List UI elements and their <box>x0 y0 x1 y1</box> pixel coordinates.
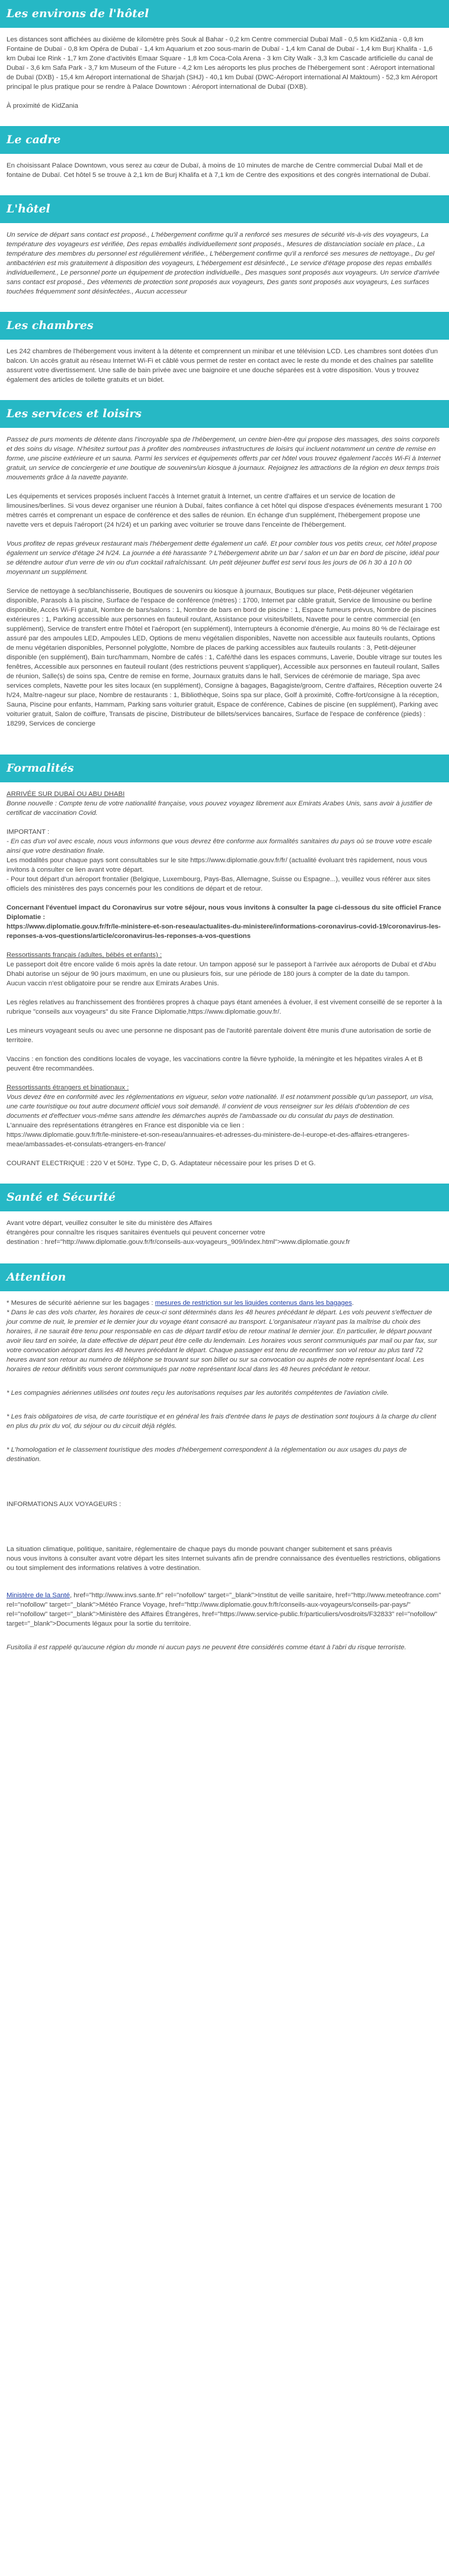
attention-homologation: * L'homologation et le classement touristique des modes d'hébergement correspondent à la réglementation ou aux usages du pays de destination. <box>7 1446 407 1463</box>
liquides-restriction-link[interactable]: mesures de restriction sur les liquides contenus dans les bagages <box>155 1300 352 1307</box>
hotel-title: L'hôtel <box>0 195 449 223</box>
formalites-passeport: Le passeport doit être encore valide 6 mois après la date retour. Un tampon apposé sur le passeport à l'arrivée aux aéroports de Dubaï et d'Abu Dhabi autorise un séjour de 90 jours maximum, en une ou plusieurs fois, sur une période de 180 jours à compter de la date du tampon. <box>7 961 436 978</box>
formalites-covid-url[interactable]: https://www.diplomatie.gouv.fr/fr/le-ministere-et-son-reseau/actualites-du-ministere/informations-coronavirus-covid-19/coronavirus-les-reponses-a-vos-questions/article/coronavirus-les-reponses-a-vos-questions <box>7 923 441 940</box>
cadre-text: En choisissant Palace Downtown, vous serez au cœur de Dubaï, à moins de 10 minutes de marche de Centre commercial Dubaï Mall et de fontaine de Dubaï. Cet hôtel 5 se trouve à 2,1 km de Burj Khalifa et à 7,1 km de Centre des expositions et des congrès international de Dubaï. <box>7 162 431 179</box>
attention-title: Attention <box>0 1263 449 1291</box>
environs-nearby: À proximité de KidZania <box>7 102 78 109</box>
environs-section <box>0 28 449 119</box>
formalites-courant: COURANT ELECTRIQUE : 220 V et 50Hz. Type C, D, G. Adaptateur nécessaire pour les prises D et G. <box>7 1160 316 1167</box>
formalites-etrangers-heading: Ressortissants étrangers et binationaux : <box>7 1084 129 1091</box>
sante-line-2: étrangères pour connaître les risques sanitaires éventuels qui peuvent concerner votre <box>7 1229 265 1236</box>
attention-terroriste: Fusitolia il est rappelé qu'aucune région du monde ni aucun pays ne peuvent être considérés comme étant à l'abri du risque terroriste. <box>7 1644 406 1651</box>
attention-situation: La situation climatique, politique, sanitaire, réglementaire de chaque pays du monde pouvant changer subitement et sans préavis <box>7 1546 392 1553</box>
formalites-regles: Les règles relatives au franchissement des frontières propres à chaque pays étant amenées à évoluer, il est vivement conseillé de se reporter à la rubrique "conseils aux voyageurs" du site France Diplomatie,https://www.diplomatie.gouv.fr/. <box>7 999 442 1015</box>
loisirs-section <box>0 428 449 737</box>
formalites-escale: - En cas d'un vol avec escale, nous vous informons que vous devrez être conforme aux formalités sanitaires du pays où se trouve votre escale ainsi que votre destination finale. <box>7 838 432 855</box>
formalites-bonne-nouvelle: Bonne nouvelle : Compte tenu de votre nationalité française, vous pouvez voyagez librement aux Emirats Arabes Unis, sans avoir à justifier de certificat de vaccination Covid. <box>7 800 432 817</box>
formalites-annuaire: L'annuaire des représentations étrangères en France est disponible via ce lien : <box>7 1122 245 1129</box>
loisirs-p1: Passez de purs moments de détente dans l'incroyable spa de l'hébergement, un centre bien-être qui propose des massages, des soins corporels et des soins du visage. N'hésitez surtout pas à profiter des nombreuses infrastructures de loisirs qui incluent notamment un centre de remise en forme, une piscine extérieure et un sauna. Parmi les services et équipements offerts par cet hôtel vous trouvez également l'accès Wi-Fi à Internet gratuit, un service de conciergerie et une boutique de souvenirs/un kiosque à journaux. Rejoignez les attractions de la région en deux temps trois mouvements grâce à la navette payante. <box>7 436 441 481</box>
chambres-title: Les chambres <box>0 312 449 340</box>
attention-compagnies: * Les compagnies aériennes utilisées ont toutes reçu les autorisations requises par les autorités compétentes de l'aviation civile. <box>7 1389 389 1397</box>
formalites-frontalier: - Pour tout départ d'un aéroport frontalier (Belgique, Luxembourg, Pays-Bas, Allemagne, Suisse ou Espagne...), veuillez vous référer aux sites officiels des ministères des pays concernés pour les conditions de départ et de retour. <box>7 876 431 892</box>
attention-vols-charter: * Dans le cas des vols charter, les horaires de ceux-ci sont déterminés dans les 48 heures précédant le départ. Les vols peuvent s'effectuer de jour comme de nuit, le premier et le dernier jour du voyage étant consacré au transport. L'organisateur n'ayant pas la maîtrise du choix des horaires, il ne saurait être tenu pour responsable en cas de départ tardif et/ou de retour matinal le dernier jour. En particulier, le départ pouvant avoir lieu tard en soirée, la date effective de départ peut être celle du lendemain. Les horaires vous seront communiqués par mail ou par fax, sur votre convocation aéroport dans les 48 heures précédant le départ. Chaque passager est tenu de reconfirmer son vol retour au plus tard 72 heures avant son retour au numéro de téléphone se trouvant sur son billet ou sur sa convocation ou auprès de notre représentant local. Les horaires de retour définitifs vous seront communiqués par notre représentant local dans les 48 heures précédant le retour. <box>7 1309 437 1373</box>
environs-title: Les environs de l'hôtel <box>0 0 449 28</box>
sante-section <box>0 1211 449 1255</box>
loisirs-p2: Les équipements et services proposés incluent l'accès à Internet gratuit à Internet, un centre d'affaires et un service de location de limousines/berlines. Si vous devez organiser une réunion à Dubaï, faites confiance à cet hôtel qui dispose d'espaces événements mesurant 1 700 mètres carrés et comprenant un espace de conférence et des salles de réunion. En échange d'un supplément, l'hébergement propose une navette vers et depuis l'aéroport (24 h/24) et un parking avec voiturier se trouve dans l'enceinte de l'hébergement. <box>7 493 442 528</box>
environs-distances: Les distances sont affichées au dixième de kilomètre près Souk al Bahar - 0,2 km Centre commercial Dubaï Mall - 0,5 km KidZania - 0,8 km Fontaine de Dubaï - 0,8 km Opéra de Dubaï - 1,4 km Aquarium et zoo sous-marin de Dubaï - 1,4 km Canal de Dubaï - 1,4 km Burj Khalifa - 1,6 km Dubai Ice Rink - 1,7 km Zone d'activités Emaar Square - 1,8 km Coca-Cola Arena - 3 km City Walk - 3,3 km Cascade artificielle du canal de Dubaï - 3,6 km Safa Park - 3,7 km Museum of the Future - 4,2 km Les aéroports les plus proches de l'hébergement sont : Aéroport international de Dubaï (DXB) - 15,4 km Aéroport international de Sharjah (SHJ) - 40,1 km Dubaï (DWC-Aéroport international Al Maktoum) - 52,3 km Aéroport principal le plus pratique pour se rendre à Palace Downtown : Aéroport international de Dubaï (DXB). <box>7 36 438 91</box>
attention-sites <box>7 1591 442 1629</box>
chambres-section <box>0 340 449 393</box>
attention-section <box>0 1291 449 1661</box>
sante-title: Santé et Sécurité <box>0 1184 449 1211</box>
attention-sites-list: , href="http://www.invs.sante.fr" rel="nofollow" target="_blank">Institut de veille sanitaire, href="http://www.meteofrance.com" rel="nofollow" target="_blank">Météo France Voyage, href="http://www.diplomatie.gouv.fr/fr/conseils-aux-voyageurs/conseils-par-pays/" rel="nofollow" target="_blank">Ministère des Affaires Étrangères, href="https://www.service-public.fr/particuliers/vosdroits/F32833" rel="nofollow" target="_blank">Documents légaux pour la sortie du territoire. <box>7 1592 441 1627</box>
chambres-text: Les 242 chambres de l'hébergement vous invitent à la détente et comprennent un minibar et une télévision LCD. Les chambres sont dotées d'un balcon. Un accès gratuit au réseau Internet Wi-Fi et câblé vous permet de rester en contact avec le reste du monde et des chaînes par satellite assurent votre divertissement. Une salle de bain privée avec une baignoire et une douche séparées est à votre disposition. Vous y trouvez également des articles de toilette gratuits et un bidet. <box>7 348 438 383</box>
formalites-vaccin: Aucun vaccin n'est obligatoire pour se rendre aux Emirats Arabes Unis. <box>7 980 219 987</box>
cadre-section <box>0 154 449 188</box>
cadre-title: Le cadre <box>0 126 449 154</box>
loisirs-title: Les services et loisirs <box>0 400 449 428</box>
formalites-ressortissants-heading: Ressortissants français (adultes, bébés et enfants) : <box>7 952 162 959</box>
attention-bagages-end: . <box>352 1300 354 1307</box>
sante-line-3: destination : href="http://www.diplomatie.gouv.fr/fr/conseils-aux-voyageurs_909/index.html">www.diplomatie.gouv.fr <box>7 1239 351 1246</box>
formalites-annuaire-url[interactable]: https://www.diplomatie.gouv.fr/fr/le-ministere-et-son-reseau/annuaires-et-adresses-du-ministere-de-l-europe-et-des-affaires-etrangeres-meae/ambassades-et-consulats-etrangers-en-france/ <box>7 1131 410 1148</box>
attention-bagages <box>7 1298 442 1308</box>
hotel-section <box>0 223 449 305</box>
attention-infos-heading: INFORMATIONS AUX VOYAGEURS : <box>7 1501 121 1508</box>
attention-situation-2: nous vous invitons à consulter avant votre départ les sites Internet suivants afin de prendre connaissance des éventuelles restrictions, obligations ou tout simplement des informations relatives à votre destination. <box>7 1555 441 1572</box>
attention-bagages-label: * Mesures de sécurité aérienne sur les bagages : <box>7 1300 155 1307</box>
formalites-important: IMPORTANT : <box>7 828 50 836</box>
formalites-arrivee-heading: ARRIVÉE SUR DUBAÏ OU ABU DHABI <box>7 791 125 798</box>
ministere-sante-link[interactable]: Ministère de la Santé <box>7 1592 70 1599</box>
sante-line-1: Avant votre départ, veuillez consulter le site du ministère des Affaires <box>7 1220 213 1227</box>
formalites-section <box>0 782 449 1176</box>
formalites-vaccins: Vaccins : en fonction des conditions locales de voyage, les vaccinations contre la fièvre typhoïde, la méningite et les hépatites virales A et B peuvent être recommandées. <box>7 1056 423 1072</box>
hotel-text: Un service de départ sans contact est proposé., L'hébergement confirme qu'il a renforcé ses mesures de sécurité vis-à-vis des voyageurs, La température des voyageurs est vérifiée, Des repas emballés individuellement sont proposés., Mesures de distanciation sociale en place., La température des membres du personnel est régulièrement vérifiée., L'hébergement confirme qu'il a renforcé ses mesures de nettoyage., Du gel antibactérien est mis gratuitement à disposition des voyageurs, L'hébergement est désinfecté., Le service d'étage propose des repas emballés individuellement., Le personnel porte un équipement de protection individuelle., Des masques sont proposés aux voyageurs. Un service d'arrivée sans contact est proposé., Des vêtements de protection sont proposés aux voyageurs, Des gants sont proposés aux voyageurs, Les surfaces touchées fréquemment sont désinfectées., Aucun accesseur <box>7 231 440 295</box>
attention-frais: * Les frais obligatoires de visa, de carte touristique et en général les frais d'entrée dans le pays de destination sont toujours à la charge du client en plus du prix du vol, du séjour ou du circuit déjà réglés. <box>7 1413 437 1430</box>
formalites-etrangers-text: Vous devez être en conformité avec les réglementations en vigueur, selon votre nationalité. Il est notamment possible qu'un passeport, un visa, une carte touristique ou tout autre document officiel vous soit demandé. Il convient de vous renseigner sur les délais d'obtention de ces documents et d'effectuer vous-même sans attendre les démarches auprès de l'ambassade ou du consulat du pays de destination. <box>7 1094 434 1120</box>
formalites-modalites: Les modalités pour chaque pays sont consultables sur le site https://www.diplomatie.gouv.fr/fr/ (actualité évoluant très rapidement, nous vous invitons à consulter ce lien avant votre départ. <box>7 857 428 873</box>
formalites-mineurs: Les mineurs voyageant seuls ou avec une personne ne disposant pas de l'autorité parentale doivent être munis d'une autorisation de sortie de territoire. <box>7 1027 431 1044</box>
loisirs-p3: Vous profitez de repas gréveux restaurant mais l'hébergement dette également un café. Et pour combler tous vos petits creux, cet hôtel propose également un service d'étage 24 h/24. La journée a été harassante ? L'hébergement abrite un bar / salon et un bar en bord de piscine, idéal pour se détendre autour d'un verre de vin ou d'un cocktail rafraîchissant. Un petit déjeuner buffet est servi tous les jours de 06 h 30 à 10 h 00 moyennant un supplément. <box>7 540 440 576</box>
loisirs-p4: Service de nettoyage à sec/blanchisserie, Boutiques de souvenirs ou kiosque à journaux, Boutiques sur place, Petit-déjeuner végétarien disponible, Parasols à la piscine, Surface de l'espace de conférence (mètres) : 1700, Internet par câble gratuit, Service de limousine ou berline disponible, Accès Wi-Fi gratuit, Nombre de bars/salons : 1, Nombre de bars en bord de piscine : 1, Espace fumeurs prévus, Nombre de piscines extérieures : 1, Parking accessible aux personnes en fauteuil roulant, Assistance pour visites/billets, Navette pour le centre commercial (en supplément), Service de transfert entre l'hôtel et l'aéroport (en supplément), Interrupteurs à économie d'énergie, Au moins 80 % de l'éclairage est assuré par des ampoules LED, Ampoules LED, Options de menu végétalien disponibles, Navette non accessible aux fauteuils roulants, Options de menu végétarien disponibles, Personnel polyglotte, Nombre de places de parking accessibles aux fauteuils roulants : 3, Petit-déjeuner disponible (en supplément), Bain turc/hammam, Nombre de cafés : 1, Café/thé dans les espaces communs, Laverie, Double vitrage sur toutes les fenêtres, Accessible aux personnes en fauteuil roulant (des restrictions peuvent s'appliquer), Accessible aux personnes en fauteuil roulant, Salles de réunion, Salle(s) de soins spa, Centre de remise en forme, Journaux gratuits dans le hall, Services de cérémonie de mariage, Spa avec services complets, Navette pour les sites locaux (en supplément), Consigne à bagages, Bagagiste/groom, Centre d'affaires, Réception ouverte 24 h/24, Maître-nageur sur place, Nombre de restaurants : 1, Bibliothèque, Soins spa sur place, Golf à proximité, Coffre-fort/consigne à la réception, Sauna, Piscine pour enfants, Hammam, Parking sans voiturier gratuit, Espace de conférence, Cabines de piscine (en supplément), Parking avec voiturier gratuit, Salon de coiffure, Transats de piscine, Distributeur de billets/services bancaires, Surface de l'espace de conférence (pieds) : 18299, Services de concierge <box>7 588 442 727</box>
formalites-covid-heading: Concernant l'éventuel impact du Coronavirus sur votre séjour, nous vous invitons à consulter la page ci-dessous du site officiel France Diplomatie : <box>7 904 441 921</box>
formalites-title: Formalités <box>0 755 449 782</box>
